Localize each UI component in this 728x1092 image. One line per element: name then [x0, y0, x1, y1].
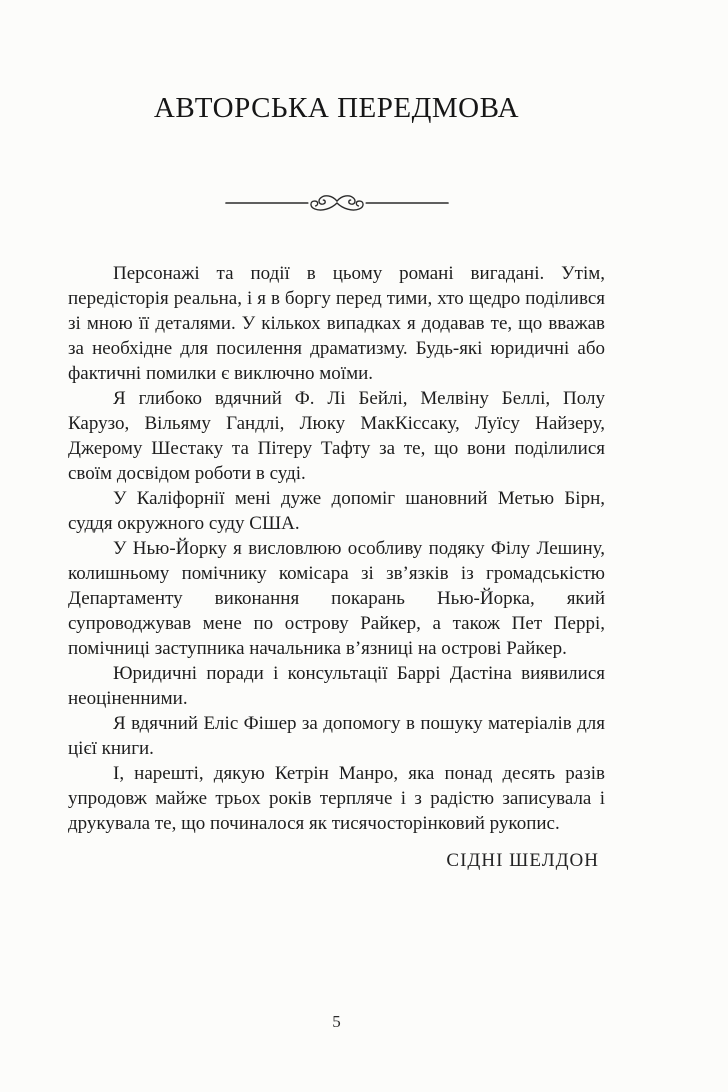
page-number: 5	[332, 1012, 341, 1031]
preface-paragraph-4: У Нью-Йорку я висловлюю особливу подяку Філу Лешину, колишньому помічнику комісара зі зв’язків із громадськістю Департаменту виконання покарань Нью-Йорка, який супроводжував мене по острову Райкер, а також Пет Перрі, помічниці заступника начальника в’язниці на острові Райкер.	[68, 538, 605, 660]
preface-paragraph-7: І, нарешті, дякую Кетрін Манро, яка понад десять разів упродовж майже трьох років терпляче і з радістю записувала і друкувала те, що починалося як тисячосторінковий рукопис.	[68, 763, 605, 835]
preface-body	[68, 261, 605, 836]
preface-paragraph-1: Персонажі та події в цьому романі вигадані. Утім, передісторія реальна, і я в боргу перед тими, хто щедро поділився зі мною її деталями. У кількох випадках я додавав те, що вважав за необхідне для посилення драматизму. Будь-які юридичні або фактичні помилки є виключно моїми.	[68, 263, 605, 385]
book-page	[0, 92, 728, 1092]
preface-paragraph-3: У Каліфорнії мені дуже допоміг шановний Метью Бірн, суддя окружного суду США.	[68, 488, 605, 535]
preface-paragraph-5: Юридичні поради і консультації Баррі Дастіна виявилися неоціненними.	[68, 663, 605, 710]
page-content	[68, 92, 605, 872]
author-signature: СІДНІ ШЕЛДОН	[446, 850, 599, 872]
ornament-divider	[68, 189, 605, 222]
preface-paragraph-2: Я глибоко вдячний Ф. Лі Бейлі, Мелвіну Беллі, Полу Карузо, Вільяму Гандлі, Люку МакКіссаку, Луїсу Найзеру, Джерому Шестаку та Пітеру Тафту за те, що вони поділилися своїм досвідом роботи в суді.	[68, 388, 605, 485]
page-title: АВТОРСЬКА ПЕРЕДМОВА	[153, 92, 520, 124]
flourish-divider-icon	[224, 189, 450, 222]
preface-paragraph-6: Я вдячний Еліс Фішер за допомогу в пошуку матеріалів для цієї книги.	[68, 713, 605, 760]
